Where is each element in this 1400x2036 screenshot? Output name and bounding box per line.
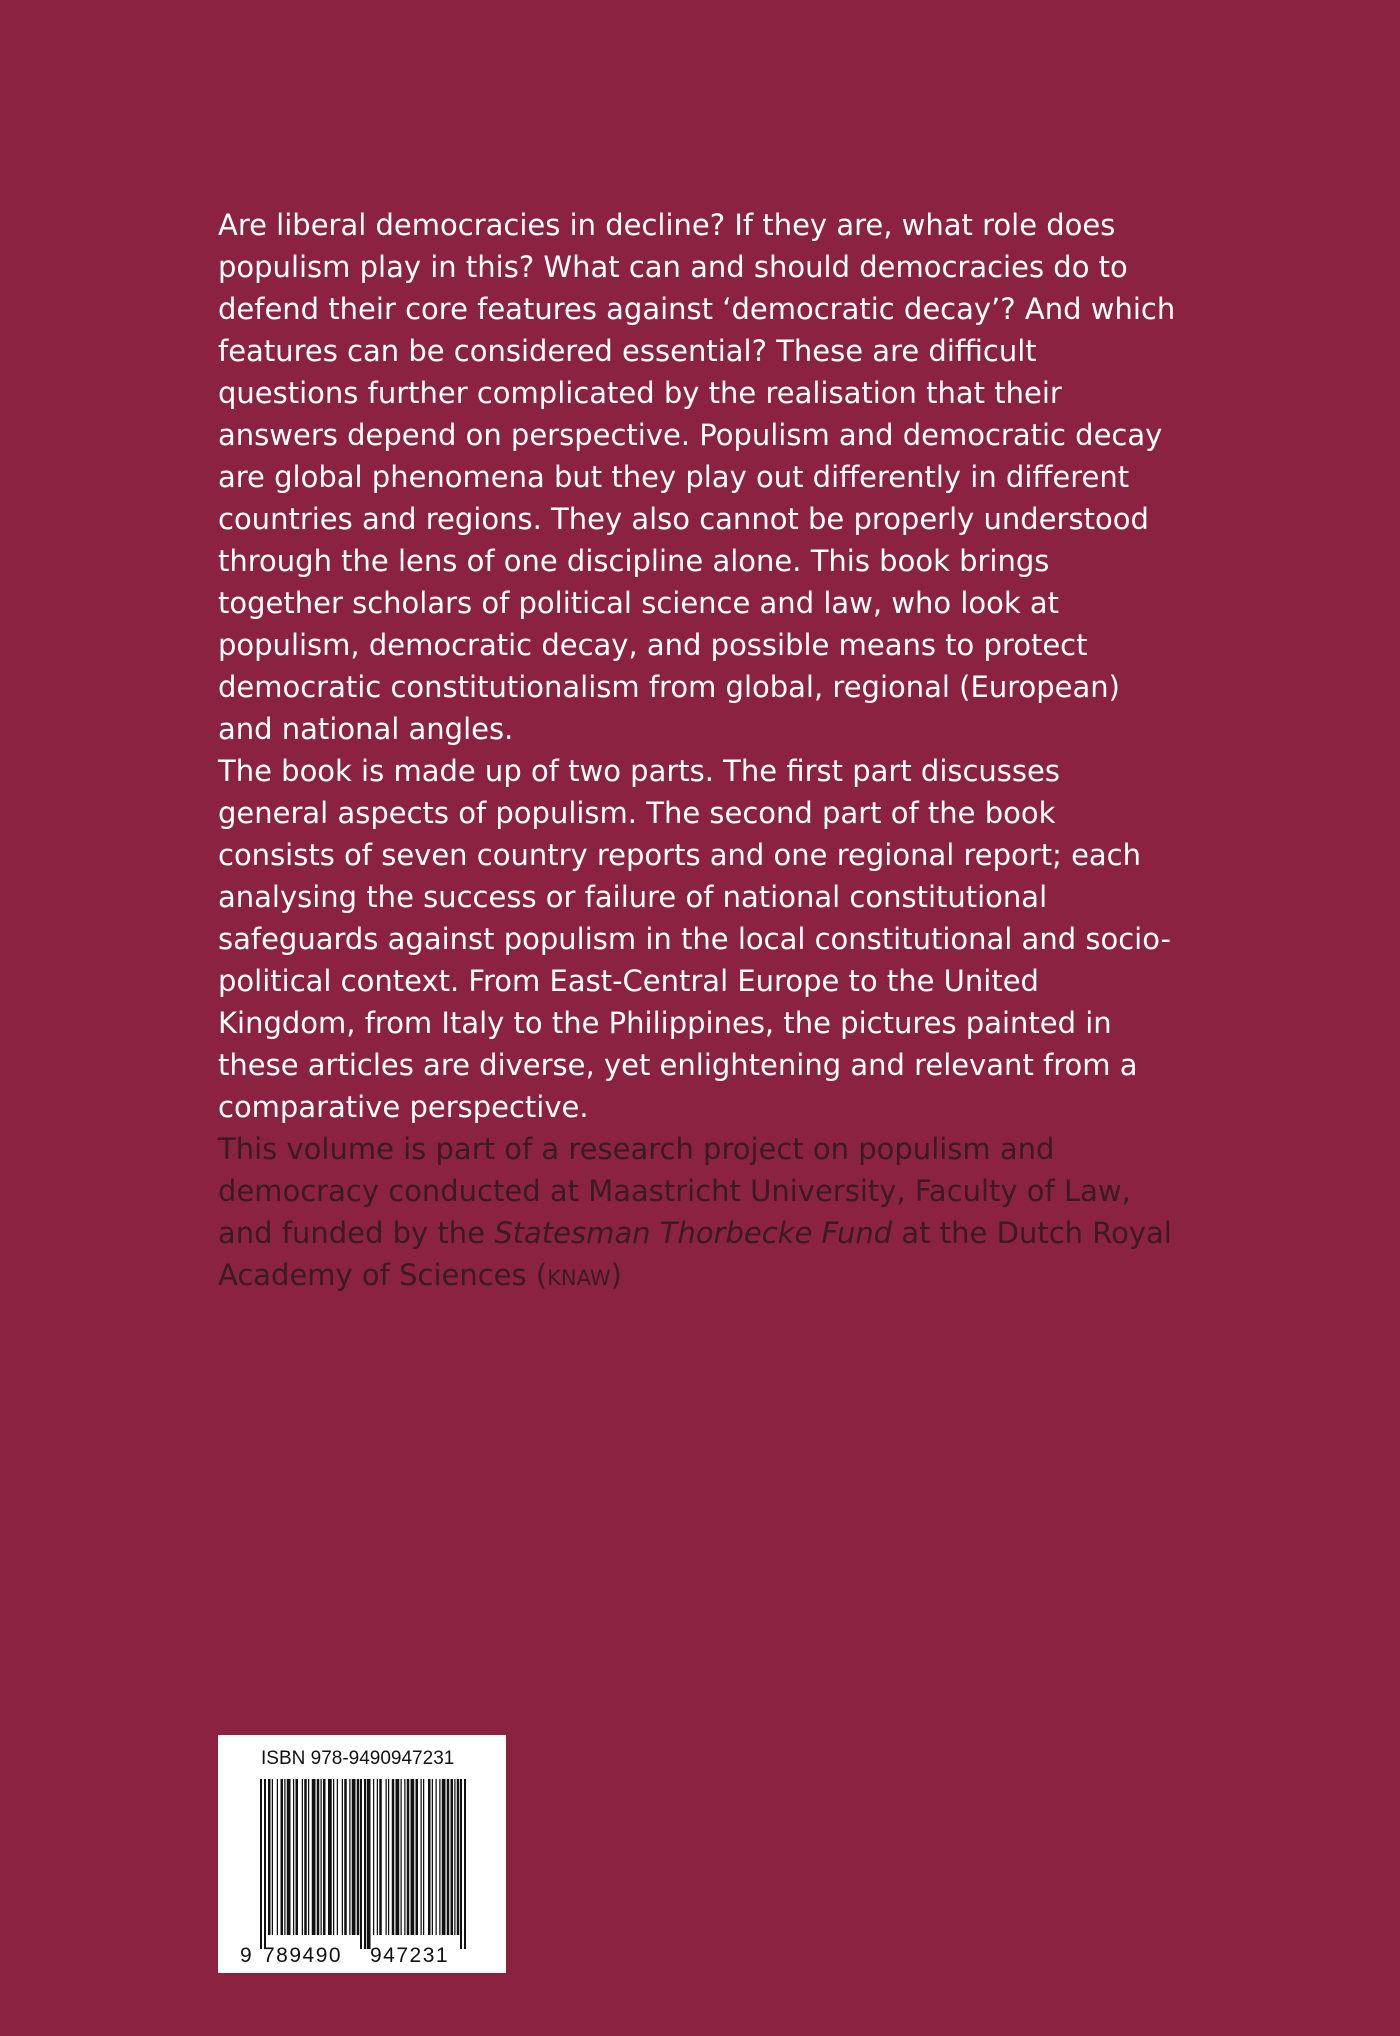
barcode-digits-left: 789490	[263, 1944, 343, 1967]
barcode-box	[218, 1735, 506, 1973]
description-paragraph-2: The book is made up of two parts. The first part discusses general aspects of populism. The second part of the book consists of seven country reports and one regional report; each analysing the success or failure of national constitutional safeguards against populism in the local constitutional and socio-political context. From East-Central Europe to the United Kingdom, from Italy to the Philippines, the pictures painted in these articles are diverse, yet enlightening and relevant from a comparative perspective.	[218, 754, 1171, 1124]
barcode-digits-right: 947231	[370, 1944, 450, 1967]
description-paragraph-1: Are liberal democracies in decline? If they are, what role does populism play in this? What can and should democracies do to defend their core features against ‘democratic decay’? And which features can be considered essential? These are difficult questions further complicated by the realisation that their answers depend on perspective. Populism and democratic decay are global phenomena but they play out differently in different countries and regions. They also cannot be properly understood through the lens of one discipline alone. This book brings together scholars of political science and law, who look at populism, democratic decay, and possible means to protect democratic constitutionalism from global, regional (European) and national angles.	[218, 208, 1176, 746]
isbn-label: ISBN 978-9490947231	[261, 1748, 455, 1769]
funding-note	[218, 1128, 1178, 1299]
funding-note-intro: This volume is part of a research project on populism and democracy conducted at Maastricht University, Faculty of Law, and funded by the	[218, 1132, 1131, 1250]
funding-note-academy: at the Dutch Royal Academy of Sciences (	[218, 1216, 1172, 1292]
barcode-icon	[260, 1779, 466, 1949]
funding-note-close: )	[610, 1258, 622, 1292]
knaw-acronym: KNAW	[547, 1266, 611, 1290]
fund-name: Statesman Thorbecke Fund	[494, 1216, 893, 1250]
barcode-digit-first: 9	[240, 1944, 252, 1967]
